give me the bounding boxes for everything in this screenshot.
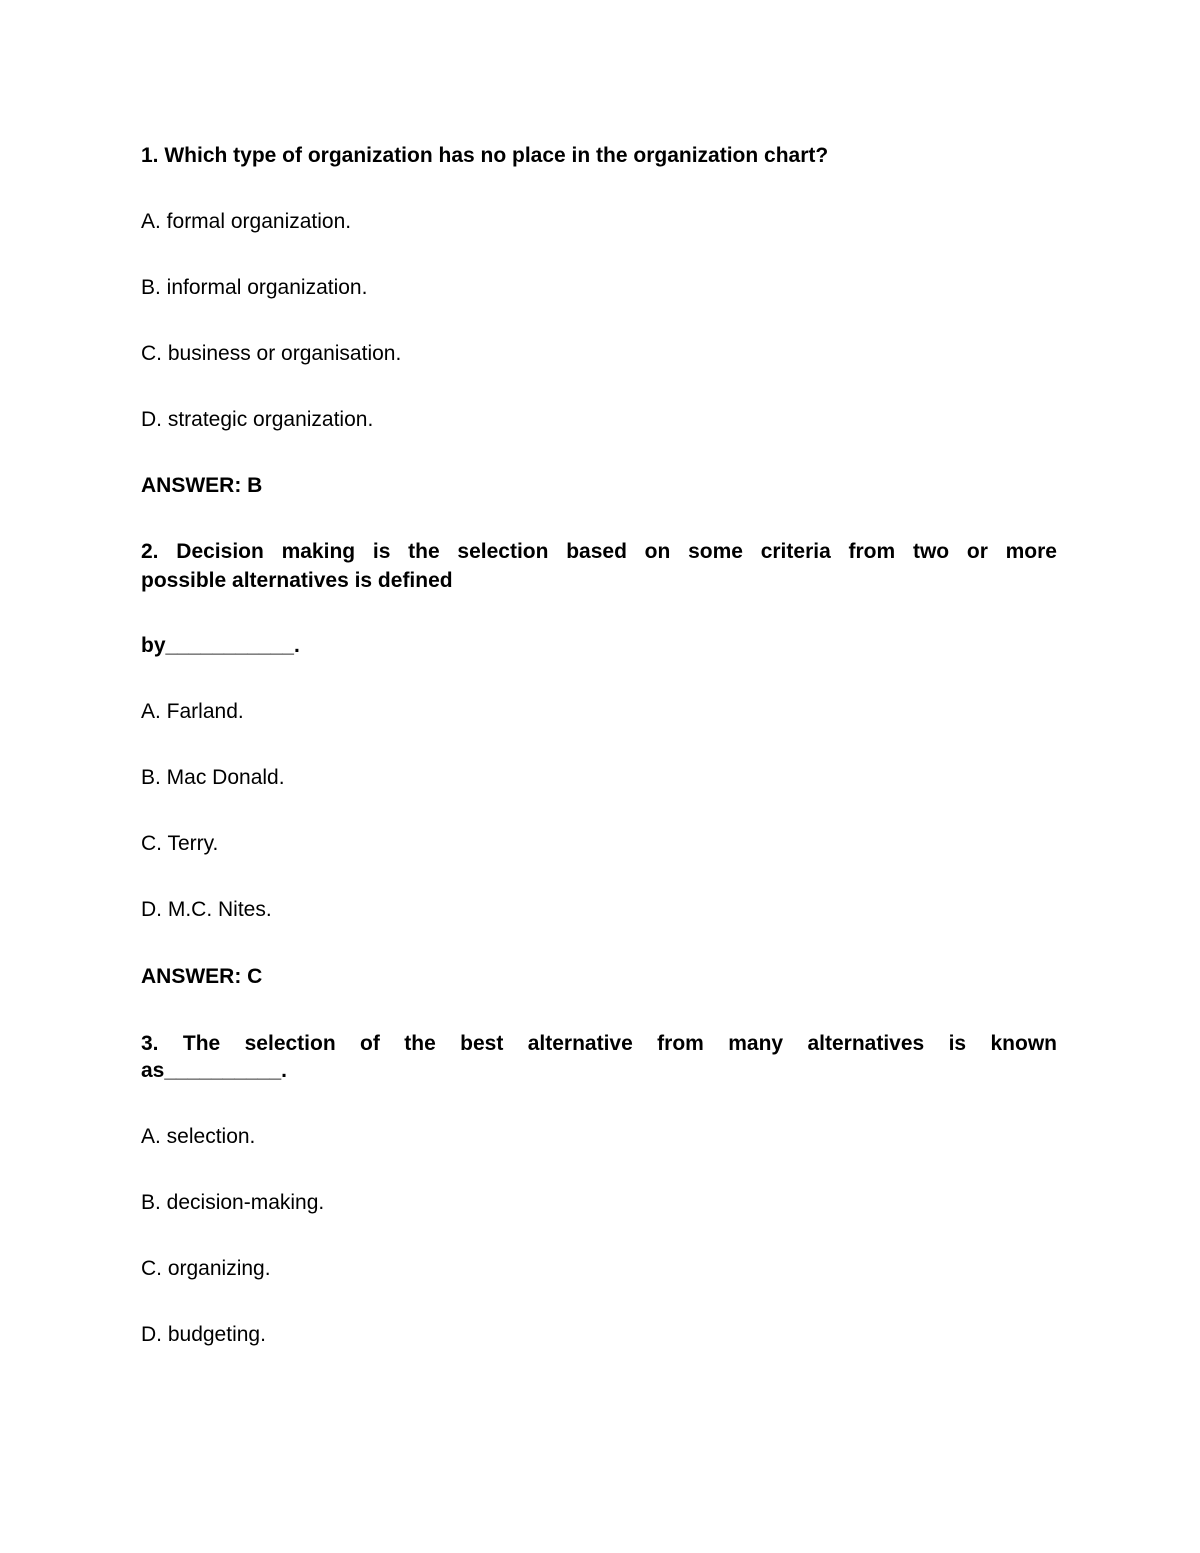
question-2-option-d: D. M.C. Nites. [141, 898, 272, 921]
question-1-answer: ANSWER: B [141, 474, 263, 497]
question-2-option-b: B. Mac Donald. [141, 766, 285, 789]
question-1-option-d: D. strategic organization. [141, 408, 374, 431]
question-3-prompt-line-1: 3. The selection of the best alternative from many alternatives is known [141, 1032, 1057, 1055]
question-2-answer: ANSWER: C [141, 965, 263, 988]
question-1-option-c: C. business or organisation. [141, 342, 402, 365]
question-2-option-c: C. Terry. [141, 832, 219, 855]
question-3-option-c: C. organizing. [141, 1257, 271, 1280]
question-2-option-a: A. Farland. [141, 700, 244, 723]
question-2-prompt-line-2: possible alternatives is defined [141, 569, 453, 592]
question-3-option-a: A. selection. [141, 1125, 256, 1148]
question-1-prompt: 1. Which type of organization has no place in the organization chart? [141, 144, 829, 167]
question-2-prompt-line-3: by___________. [141, 634, 300, 657]
question-3-option-d: D. budgeting. [141, 1323, 266, 1346]
question-3-option-b: B. decision-making. [141, 1191, 325, 1214]
question-2-prompt-line-1: 2. Decision making is the selection based on some criteria from two or more [141, 540, 1057, 563]
question-1-option-a: A. formal organization. [141, 210, 352, 233]
question-1-option-b: B. informal organization. [141, 276, 368, 299]
question-3-prompt-line-2: as__________. [141, 1059, 287, 1082]
